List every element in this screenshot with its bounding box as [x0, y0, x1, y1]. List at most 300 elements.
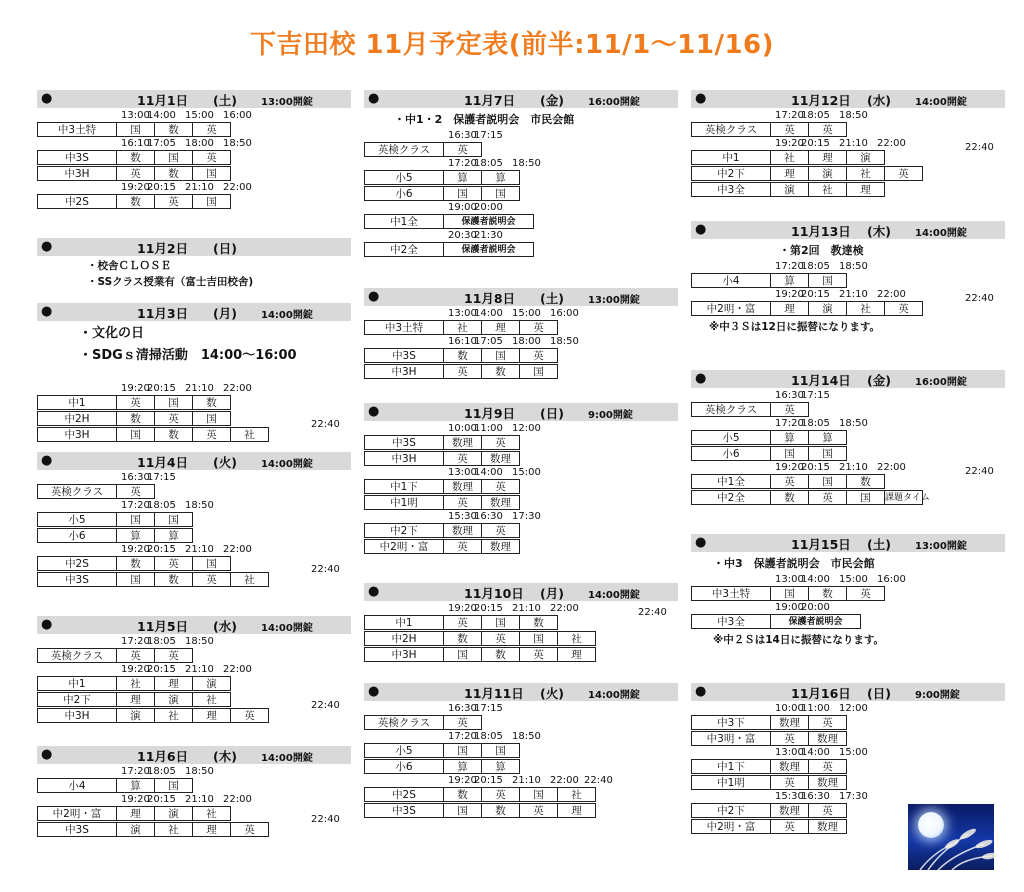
subject-cell: 英	[809, 715, 847, 730]
subject-cell: 社	[155, 708, 193, 723]
class-name: 中3H	[37, 427, 117, 442]
class-name: 中1下	[691, 759, 771, 774]
class-name: 中2H	[364, 631, 444, 646]
time-label: 21:10	[185, 383, 214, 394]
subject-cell: 課題タイム	[885, 490, 923, 505]
day-block	[37, 616, 351, 724]
day-note: ・中3 保護者説明会 市民会館	[713, 557, 875, 570]
day-block	[364, 583, 678, 663]
class-row	[37, 806, 351, 822]
class-name: 小6	[691, 446, 771, 461]
subject-cell: 理	[847, 182, 885, 197]
class-name: 中2S	[37, 556, 117, 571]
class-row	[364, 186, 678, 202]
time-row	[691, 574, 1005, 586]
subject-cell: 数	[193, 395, 231, 410]
day-header	[37, 90, 351, 108]
subject-cell: 社	[771, 150, 809, 165]
time-row	[691, 289, 1005, 301]
subject-cell: 英	[520, 647, 558, 662]
subject-cell: 英	[771, 474, 809, 489]
subject-cell: 算	[155, 528, 193, 543]
time-label: 15:00	[839, 747, 868, 758]
subject-cell: 演	[847, 150, 885, 165]
class-row	[691, 166, 1005, 182]
class-name: 中3S	[37, 150, 117, 165]
time-label: 17:15	[474, 703, 503, 714]
subject-cell: 数理	[444, 435, 482, 450]
subject-cell: 理	[155, 676, 193, 691]
subject-cell: 英	[771, 819, 809, 834]
time-row	[37, 766, 351, 778]
opening-time: 16:00開錠	[588, 97, 640, 108]
time-row	[37, 544, 351, 556]
subject-cell: 国	[193, 556, 231, 571]
time-label: 20:00	[801, 602, 830, 613]
subject-cell: 国	[809, 474, 847, 489]
subject-cell: 社	[558, 631, 596, 646]
time-label: 16:30	[448, 130, 477, 141]
time-label: 20:30	[448, 230, 477, 241]
subject-cell: 社	[193, 806, 231, 821]
time-row	[691, 462, 1005, 474]
time-label: 22:00	[223, 794, 252, 805]
subject-cell: 英	[117, 395, 155, 410]
bullet-icon: ●	[695, 222, 707, 237]
time-row	[37, 472, 351, 484]
time-label: 20:15	[801, 138, 830, 149]
subject-cell: 英	[520, 348, 558, 363]
subject-cell: 算	[771, 273, 809, 288]
day-weekday: (日)	[540, 406, 564, 421]
subject-cell: 数	[117, 150, 155, 165]
time-label: 21:10	[839, 138, 868, 149]
subject-cell: 英	[444, 715, 482, 730]
opening-time: 14:00開錠	[915, 97, 967, 108]
opening-time: 9:00開錠	[915, 690, 960, 701]
subject-cell: 算	[117, 528, 155, 543]
day-date: 11月2日	[137, 241, 189, 256]
subject-cell: 算	[809, 430, 847, 445]
time-label: 19:20	[448, 603, 477, 614]
class-name: 中2明・富	[37, 806, 117, 821]
time-label: 11:00	[474, 423, 503, 434]
class-row	[691, 775, 1005, 791]
day-block	[364, 403, 678, 555]
day-weekday: (土)	[867, 537, 891, 552]
day-header	[364, 288, 678, 306]
bullet-icon: ●	[41, 91, 53, 106]
class-name: 中3H	[364, 451, 444, 466]
subject-cell: 英	[193, 122, 231, 137]
time-label: 19:20	[448, 775, 477, 786]
subject-cell: 理	[809, 150, 847, 165]
time-row	[691, 390, 1005, 402]
class-name: 中2S	[37, 194, 117, 209]
subject-cell: 理	[117, 692, 155, 707]
subject-cell: 国	[155, 150, 193, 165]
bullet-icon: ●	[41, 617, 53, 632]
page-title: 下吉田校 11月予定表(前半:11/1〜11/16)	[249, 30, 775, 60]
class-row	[364, 479, 678, 495]
time-label: 14:00	[474, 467, 503, 478]
subject-cell: 英	[444, 539, 482, 554]
class-row	[364, 320, 678, 336]
time-label: 16:30	[474, 511, 503, 522]
moon-image	[908, 804, 994, 870]
class-name: 中3S	[364, 348, 444, 363]
time-row	[364, 230, 678, 242]
time-row	[37, 182, 351, 194]
class-name: 中2下	[37, 692, 117, 707]
time-label: 22:00	[877, 289, 906, 300]
time-label: 18:50	[223, 138, 252, 149]
subject-cell: 数	[771, 490, 809, 505]
day-note: ・校舎ＣＬＯＳＥ	[87, 260, 171, 272]
time-label: 18:05	[801, 418, 830, 429]
time-label: 12:00	[512, 423, 541, 434]
time-label: 13:00	[448, 467, 477, 478]
subject-cell: 数	[482, 647, 520, 662]
time-label: 21:10	[185, 544, 214, 555]
opening-time: 14:00開錠	[261, 459, 313, 470]
time-label: 20:15	[801, 289, 830, 300]
time-row	[364, 423, 678, 435]
time-label: 16:00	[877, 574, 906, 585]
time-label: 18:50	[839, 110, 868, 121]
subject-cell: 数理	[809, 731, 847, 746]
time-label: 18:50	[185, 636, 214, 647]
subject-cell: 英	[482, 787, 520, 802]
time-label: 22:00	[877, 462, 906, 473]
time-label: 19:20	[775, 289, 804, 300]
class-name: 中3S	[364, 803, 444, 818]
time-label: 17:20	[775, 110, 804, 121]
subject-cell: 英	[771, 122, 809, 137]
subject-cell: 社	[809, 182, 847, 197]
subject-cell: 理	[193, 822, 231, 837]
time-label: 10:00	[775, 703, 804, 714]
time-label: 19:20	[121, 794, 150, 805]
class-name: 中2下	[691, 803, 771, 818]
class-row	[364, 364, 678, 380]
class-name: 英検クラス	[37, 484, 117, 499]
opening-time: 14:00開錠	[261, 623, 313, 634]
class-row	[691, 301, 1005, 317]
bullet-icon: ●	[368, 584, 380, 599]
subject-cell: 英	[444, 451, 482, 466]
time-label: 19:20	[121, 383, 150, 394]
time-label: 19:20	[775, 138, 804, 149]
day-header	[691, 221, 1005, 239]
class-row	[364, 715, 678, 731]
day-header	[691, 370, 1005, 388]
time-label: 12:00	[839, 703, 868, 714]
day-weekday: (月)	[213, 306, 237, 321]
subject-cell: 演	[809, 301, 847, 316]
class-name: 英検クラス	[691, 402, 771, 417]
opening-time: 14:00開錠	[588, 690, 640, 701]
subject-cell: 保護者説明会	[771, 614, 861, 629]
class-name: 中1全	[691, 474, 771, 489]
day-date: 11月6日	[137, 749, 189, 764]
time-label: 20:15	[801, 462, 830, 473]
bullet-icon: ●	[41, 747, 53, 762]
time-label: 17:15	[801, 390, 830, 401]
subject-cell: 国	[155, 395, 193, 410]
subject-cell: 理	[771, 301, 809, 316]
time-label: 16:30	[448, 703, 477, 714]
class-row	[691, 402, 1005, 418]
class-row	[37, 648, 351, 664]
time-label: 15:30	[448, 511, 477, 522]
bullet-icon: ●	[368, 404, 380, 419]
subject-cell: 理	[558, 803, 596, 818]
subject-cell: 国	[482, 186, 520, 201]
time-label: 19:20	[121, 544, 150, 555]
class-row	[364, 631, 678, 647]
day-date: 11月8日	[464, 291, 516, 306]
subject-cell: 英	[231, 708, 269, 723]
day-header	[37, 303, 351, 321]
subject-cell: 数	[155, 572, 193, 587]
subject-cell: 国	[193, 194, 231, 209]
subject-cell: 数	[117, 194, 155, 209]
class-row	[37, 194, 351, 210]
class-name: 中3下	[691, 715, 771, 730]
subject-cell: 数理	[482, 539, 520, 554]
subject-cell: 英	[155, 411, 193, 426]
time-row	[37, 664, 351, 676]
time-label: 21:10	[512, 603, 541, 614]
day-date: 11月13日	[791, 224, 851, 239]
time-label: 18:00	[512, 336, 541, 347]
subject-cell: 算	[444, 759, 482, 774]
subject-cell: 英	[193, 572, 231, 587]
subject-cell: 英	[809, 759, 847, 774]
subject-cell: 英	[771, 402, 809, 417]
day-date: 11月16日	[791, 686, 851, 701]
subject-cell: 数理	[771, 759, 809, 774]
subject-cell: 社	[231, 572, 269, 587]
time-label: 17:30	[839, 791, 868, 802]
class-name: 中1	[691, 150, 771, 165]
time-label: 15:00	[512, 467, 541, 478]
time-label: 16:00	[550, 308, 579, 319]
opening-time: 14:00開錠	[261, 310, 313, 321]
class-row	[691, 614, 1005, 630]
subject-cell: 国	[117, 512, 155, 527]
class-row	[364, 348, 678, 364]
time-label: 16:10	[121, 138, 150, 149]
time-row	[37, 110, 351, 122]
subject-cell: 演	[193, 676, 231, 691]
class-name: 英検クラス	[37, 648, 117, 663]
time-label: 18:50	[512, 731, 541, 742]
subject-cell: 社	[847, 166, 885, 181]
subject-cell: 数	[482, 803, 520, 818]
time-label: 20:15	[147, 182, 176, 193]
subject-cell: 英	[482, 479, 520, 494]
class-row	[364, 759, 678, 775]
subject-cell: 数	[482, 364, 520, 379]
opening-time: 9:00開錠	[588, 410, 633, 421]
bullet-icon: ●	[695, 535, 707, 550]
subject-cell: 数	[155, 427, 193, 442]
day-date: 11月3日	[137, 306, 189, 321]
subject-cell: 英	[444, 495, 482, 510]
class-row	[37, 395, 351, 411]
day-weekday: (月)	[540, 586, 564, 601]
time-row	[691, 602, 1005, 614]
subject-cell: 理	[771, 166, 809, 181]
time-label: 17:20	[448, 731, 477, 742]
class-row	[691, 122, 1005, 138]
time-row	[691, 110, 1005, 122]
subject-cell: 英	[520, 320, 558, 335]
day-date: 11月5日	[137, 619, 189, 634]
day-date: 11月12日	[791, 93, 851, 108]
class-name: 中3S	[37, 572, 117, 587]
time-row	[691, 747, 1005, 759]
class-name: 中2S	[364, 787, 444, 802]
time-label: 16:00	[223, 110, 252, 121]
day-header	[364, 403, 678, 421]
subject-cell: 算	[482, 759, 520, 774]
time-label: 22:00	[223, 664, 252, 675]
time-row	[691, 261, 1005, 273]
day-header	[691, 683, 1005, 701]
bullet-icon: ●	[368, 684, 380, 699]
subject-cell: 英	[847, 586, 885, 601]
subject-cell: 数	[155, 122, 193, 137]
subject-cell: 演	[155, 692, 193, 707]
class-name: 英検クラス	[364, 142, 444, 157]
subject-cell: 英	[193, 150, 231, 165]
time-label: 10:00	[448, 423, 477, 434]
day-weekday: (日)	[867, 686, 891, 701]
time-label: 20:15	[147, 544, 176, 555]
time-label: 19:00	[775, 602, 804, 613]
class-name: 小5	[691, 430, 771, 445]
subject-cell: 英	[444, 364, 482, 379]
subject-cell: 国	[520, 787, 558, 802]
subject-cell: 数理	[444, 479, 482, 494]
subject-cell: 数	[847, 474, 885, 489]
time-label: 17:20	[121, 636, 150, 647]
time-label: 14:00	[801, 747, 830, 758]
time-label: 18:50	[185, 766, 214, 777]
subject-cell: 国	[809, 273, 847, 288]
time-label: 20:15	[474, 603, 503, 614]
class-row	[37, 166, 351, 182]
class-name: 中3全	[691, 614, 771, 629]
class-name: 中1下	[364, 479, 444, 494]
bullet-icon: ●	[695, 684, 707, 699]
bullet-icon: ●	[695, 91, 707, 106]
day-weekday: (土)	[540, 291, 564, 306]
time-label: 13:00	[775, 574, 804, 585]
end-time: 22:40	[311, 700, 340, 711]
class-row	[364, 743, 678, 759]
time-label: 14:00	[474, 308, 503, 319]
subject-cell: 数理	[482, 495, 520, 510]
subject-cell: 国	[117, 122, 155, 137]
class-name: 中1	[37, 676, 117, 691]
subject-cell: 数	[117, 556, 155, 571]
time-label: 17:30	[512, 511, 541, 522]
time-label: 17:15	[474, 130, 503, 141]
opening-time: 14:00開錠	[588, 590, 640, 601]
time-label: 22:00	[550, 775, 579, 786]
time-label: 17:05	[147, 138, 176, 149]
bullet-icon: ●	[368, 91, 380, 106]
time-label: 18:00	[185, 138, 214, 149]
time-label: 21:10	[185, 794, 214, 805]
class-row	[364, 214, 678, 230]
time-label: 22:00	[550, 603, 579, 614]
time-label: 18:05	[801, 261, 830, 272]
class-row	[37, 692, 351, 708]
day-header	[364, 683, 678, 701]
class-name: 中3H	[37, 708, 117, 723]
subject-cell: 社	[444, 320, 482, 335]
subject-cell: 数理	[809, 819, 847, 834]
class-row	[691, 759, 1005, 775]
subject-cell: 数理	[771, 803, 809, 818]
time-label: 18:05	[474, 158, 503, 169]
class-name: 中3H	[37, 166, 117, 181]
day-block	[691, 534, 1005, 648]
time-label: 18:05	[147, 636, 176, 647]
day-note: ・第2回 教達検	[779, 244, 864, 257]
time-label: 18:05	[801, 110, 830, 121]
end-time: 22:40	[311, 814, 340, 825]
time-label: 18:50	[512, 158, 541, 169]
class-row	[364, 170, 678, 186]
class-row	[691, 586, 1005, 602]
time-label: 18:50	[185, 500, 214, 511]
subject-cell: 英	[155, 194, 193, 209]
day-block	[691, 370, 1005, 506]
opening-time: 14:00開錠	[261, 753, 313, 764]
time-label: 20:15	[147, 794, 176, 805]
subject-cell: 国	[520, 364, 558, 379]
day-date: 11月4日	[137, 455, 189, 470]
class-name: 中2全	[691, 490, 771, 505]
subject-cell: 演	[117, 822, 155, 837]
subject-cell: 英	[482, 523, 520, 538]
day-block	[37, 746, 351, 838]
time-label: 18:50	[839, 418, 868, 429]
subject-cell: 国	[771, 586, 809, 601]
day-date: 11月9日	[464, 406, 516, 421]
day-block	[37, 238, 351, 290]
time-row	[364, 308, 678, 320]
subject-cell: 英	[155, 648, 193, 663]
day-date: 11月14日	[791, 373, 851, 388]
class-row	[364, 647, 678, 663]
time-label: 17:15	[147, 472, 176, 483]
subject-cell: 社	[193, 692, 231, 707]
class-row	[37, 778, 351, 794]
day-weekday: (日)	[213, 241, 237, 256]
subject-cell: 国	[444, 647, 482, 662]
time-row	[37, 636, 351, 648]
class-name: 中3H	[364, 364, 444, 379]
day-footnote: ※中３Ｓは12日に振替になります。	[709, 321, 880, 333]
time-row	[691, 791, 1005, 803]
